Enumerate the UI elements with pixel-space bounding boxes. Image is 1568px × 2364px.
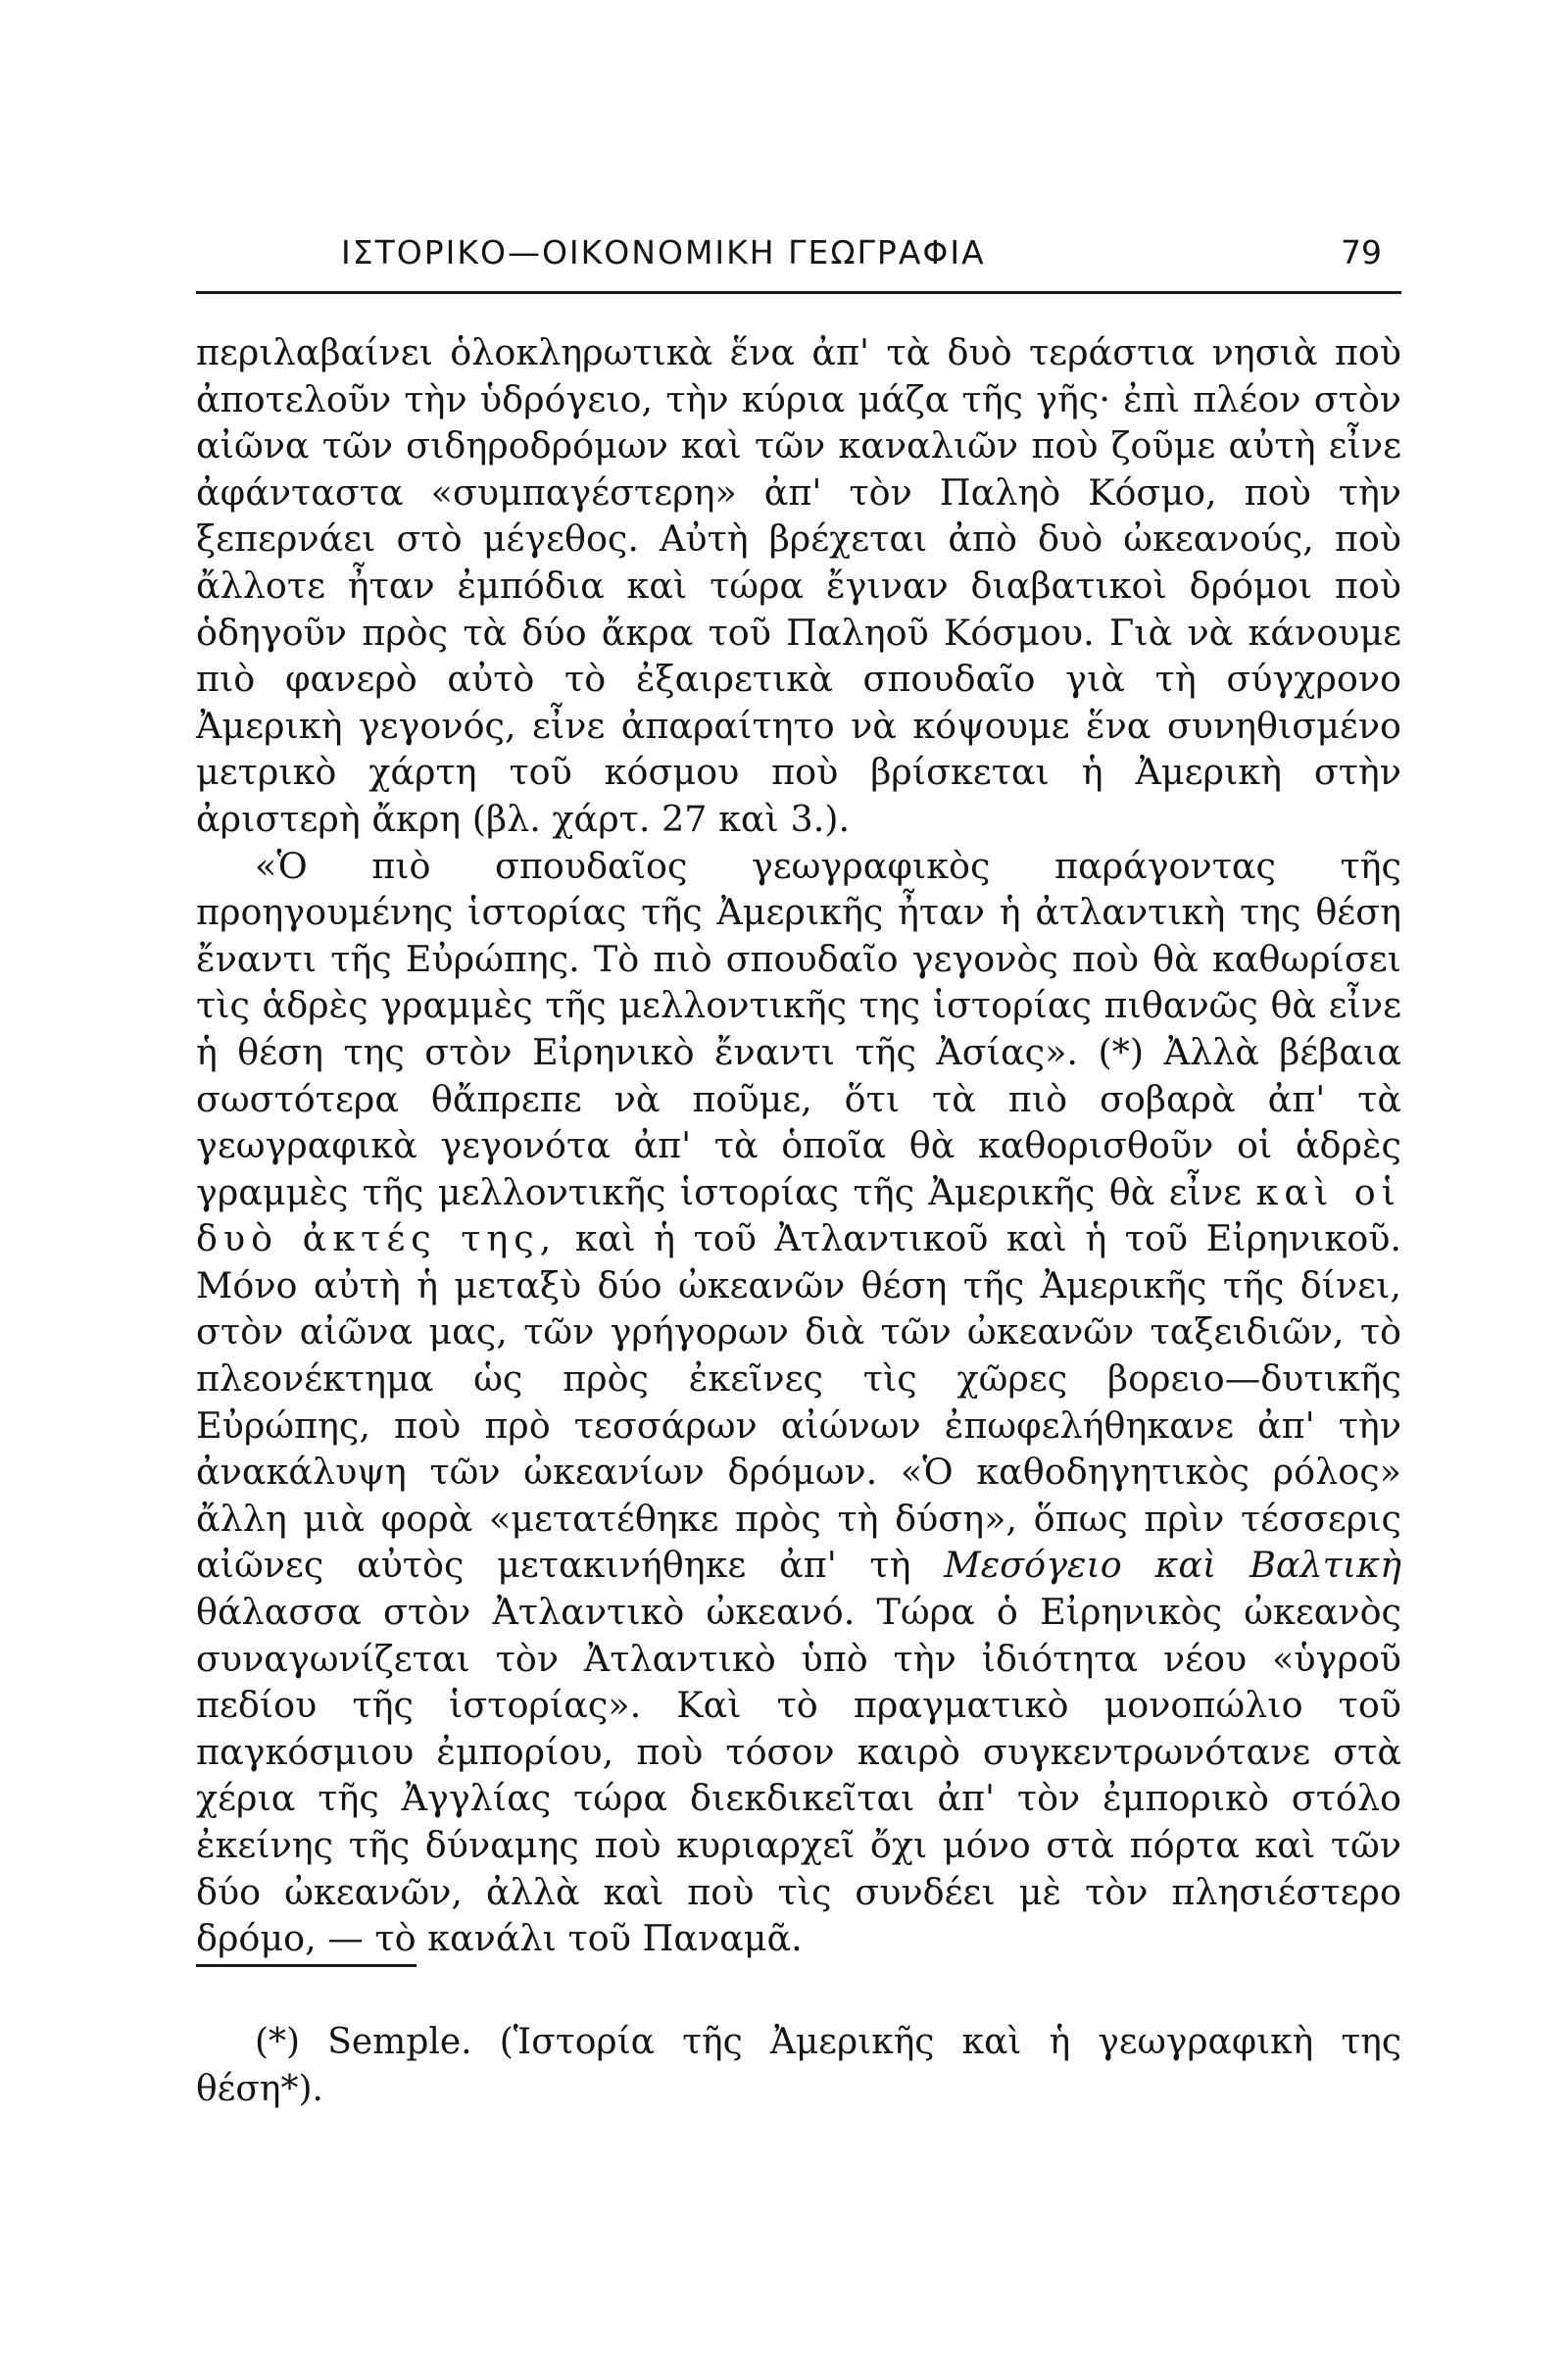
page-number: 79 xyxy=(1341,233,1382,271)
spaced-emphasis: καὶ οἱ δυὸ ἀκτές της, xyxy=(196,1170,1401,1260)
paragraph-2 xyxy=(196,843,1401,1962)
paragraph-1: περιλαβαίνει ὁλοκληρωτικὰ ἕνα ἀπ' τὰ δυὸ τεράστια νησιὰ ποὺ ἀποτελοῦν τὴν ὑδρόγειο, τὴν κύρια μάζα τῆς γῆς· ἐπὶ πλέον στὸν αἰῶνα τῶν σιδηροδρόμων καὶ τῶν καναλιῶν ποὺ ζοῦμε αὐτὴ εἶνε ἀφάνταστα «συμπαγέστερη» ἀπ' τὸν Παληὸ Κόσμο, ποὺ τὴν ξεπερνάει στὸ μέγεθος. Αὐτὴ βρέχεται ἀπὸ δυὸ ὠκεανούς, ποὺ ἄλλοτε ἦταν ἐμπόδια καὶ τώρα ἔγιναν διαβατικοὶ δρόμοι ποὺ ὁδηγοῦν πρὸς τὰ δύο ἄκρα τοῦ Παληοῦ Κόσμου. Γιὰ νὰ κάνουμε πιὸ φανερὸ αὐτὸ τὸ ἐξαιρετικὰ σπουδαῖο γιὰ τὴ σύγχρονο Ἀμερικὴ γεγονός, εἶνε ἀπαραίτητο νὰ κόψουμε ἕνα συνηθισμένο μετρικὸ χάρτη τοῦ κόσμου ποὺ βρίσκεται ἡ Ἀμερικὴ στὴν ἀριστερὴ ἄκρη (βλ. χάρτ. 27 καὶ 3.). xyxy=(196,331,1401,840)
running-head xyxy=(196,233,1401,282)
footnote-rule xyxy=(196,1964,416,1967)
footnote: (*) Semple. (Ἱστορία τῆς Ἀμερικῆς καὶ ἡ γεωγραφικὴ της θέση*). xyxy=(196,2022,1401,2109)
body-text xyxy=(196,329,1401,1962)
italic-emphasis: Μεσόγειο καὶ Βαλτικὴ xyxy=(944,1544,1401,1587)
paragraph-2-part-a: «Ὁ πιὸ σπουδαῖος γεωγραφικὸς παράγοντας τῆς προηγουμένης ἱστορίας τῆς Ἀμερικῆς ἦταν ἡ ἀτλαντικὴ της θέση ἔναντι τῆς Εὐρώπης. Τὸ πιὸ σπουδαῖο γεγονὸς ποὺ θὰ καθωρίσει τὶς ἁδρὲς γραμμὲς τῆς μελλοντικῆς της ἱστορίας πιθανῶς θὰ εἶνε ἡ θέση της στὸν Εἰρηνικὸ ἔναντι τῆς Ἀσίας». (*) Ἀλλὰ βέβαια σωστότερα θἄπρεπε νὰ ποῦμε, ὅτι τὰ πιὸ σοβαρὰ ἀπ' τὰ γεωγραφικὰ γεγονότα ἀπ' τὰ ὁποῖα θὰ καθορισθοῦν οἱ ἁδρὲς γραμμὲς τῆς μελλοντικῆς ἱστορίας τῆς Ἀμερικῆς θὰ εἶνε xyxy=(196,844,1401,1213)
paragraph-2-part-b: καὶ ἡ τοῦ Ἀτλαντικοῦ καὶ ἡ τοῦ Εἰρηνικοῦ. Μόνο αὐτὴ ἡ μεταξὺ δύο ὠκεανῶν θέση τῆς Ἀμερικῆς τῆς δίνει, στὸν αἰῶνα μας, τῶν γρήγορων διὰ τῶν ὠκεανῶν ταξειδιῶν, τὸ πλεονέκτημα ὡς πρὸς ἐκεῖνες τὶς χῶρες βορειο—δυτικῆς Εὐρώπης, ποὺ πρὸ τεσσάρων αἰώνων ἐπωφελήθηκανε ἀπ' τὴν ἀνακάλυψη τῶν ὠκεανίων δρόμων. «Ὁ καθοδηγητικὸς ρόλος» ἄλλη μιὰ φορὰ «μετατέθηκε πρὸς τὴ δύση», ὅπως πρὶν τέσσερις αἰῶνες αὐτὸς μετακινήθηκε ἀπ' τὴ xyxy=(196,1217,1401,1587)
header-rule xyxy=(196,291,1401,294)
running-head-title: ΙΣΤΟΡΙΚΟ—ΟΙΚΟΝΟΜΙΚΗ ΓΕΩΓΡΑΦΙΑ xyxy=(341,233,986,271)
paragraph-2-part-c: θάλασσα στὸν Ἀτλαντικὸ ὠκεανό. Τώρα ὁ Εἰρηνικὸς ὠκεανὸς συναγωνίζεται τὸν Ἀτλαντικὸ ὑπὸ τὴν ἰδιότητα νέου «ὑγροῦ πεδίου τῆς ἱστορίας». Καὶ τὸ πραγματικὸ μονοπώλιο τοῦ παγκόσμιου ἐμπορίου, ποὺ τόσον καιρὸ συγκεντρωνότανε στὰ χέρια τῆς Ἀγγλίας τώρα διεκδικεῖται ἀπ' τὸν ἐμπορικὸ στόλο ἐκείνης τῆς δύναμης ποὺ κυριαρχεῖ ὄχι μόνο στὰ πόρτα καὶ τῶν δύο ὠκεανῶν, ἀλλὰ καὶ ποὺ τὶς συνδέει μὲ τὸν πλησιέστερο δρόμο, — τὸ κανάλι τοῦ Παναμᾶ. xyxy=(196,1591,1401,1960)
